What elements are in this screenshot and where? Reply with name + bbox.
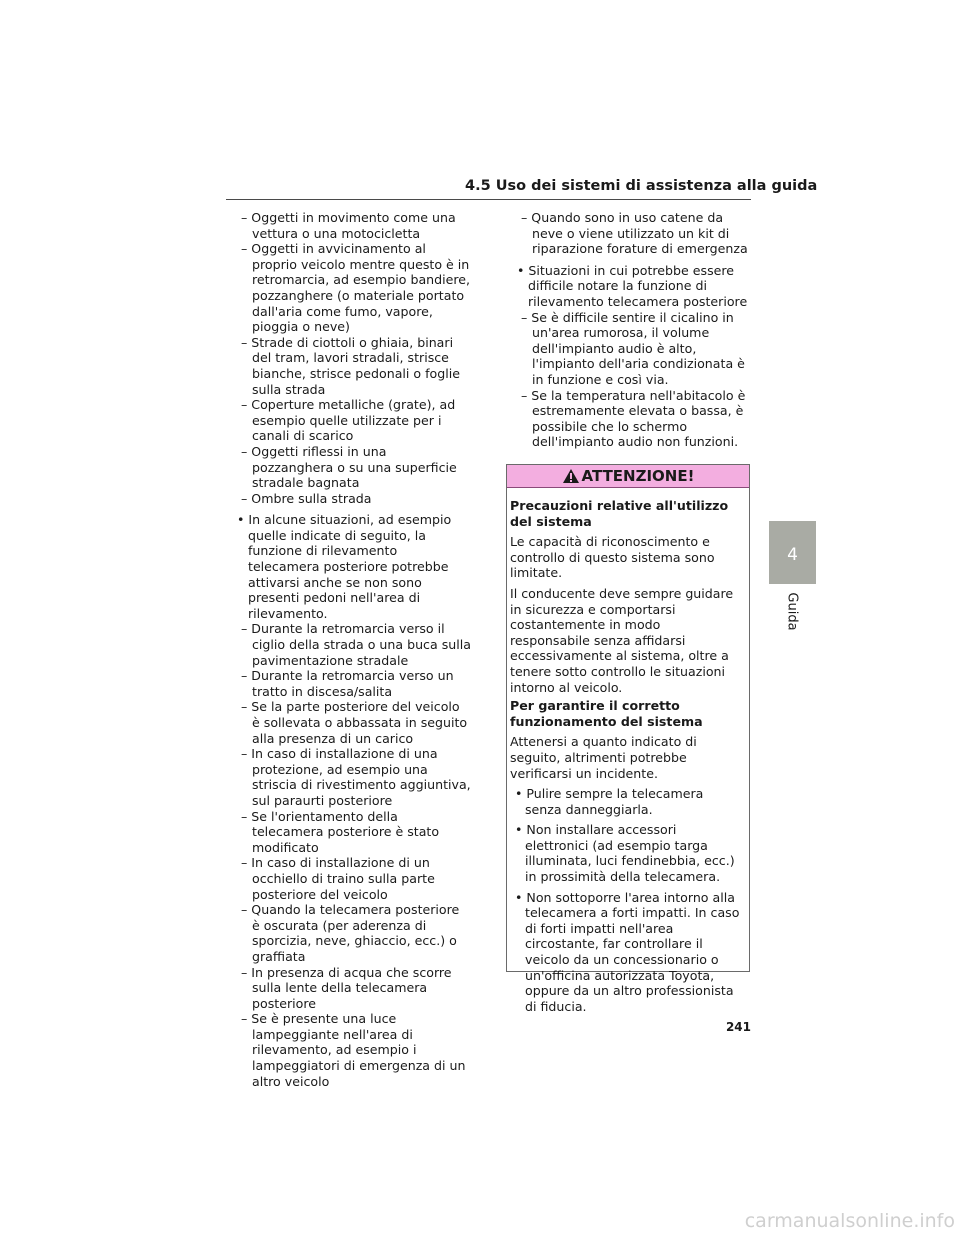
bullet-item: • Pulire sempre la telecamera senza danneggiarla. [515, 786, 704, 817]
dash-item: – Oggetti riflessi in una pozzanghera o su una superficie stradale bagnata [241, 443, 457, 491]
warning-paragraph: Le capacità di riconoscimento e controllo di questo sistema sono limitate. [510, 534, 715, 581]
dash-item: – Se è presente una luce lampeggiante nell'area di rilevamento, ad esempio i lampeggiatori di emergenza di un altro veicolo [241, 1011, 466, 1089]
dash-item: – Se la parte posteriore del veicolo è sollevata o abbassata in seguito alla presenza di un carico [241, 699, 468, 746]
warning-title: ATTENZIONE! [581, 467, 695, 485]
dash-item: – Durante la retromarcia verso un tratto in discesa/salita [241, 668, 454, 699]
right-column [506, 210, 751, 450]
dash-item: – In presenza di acqua che scorre sulla lente della telecamera posteriore [241, 964, 452, 1011]
header-divider [226, 199, 751, 200]
chapter-number: 4 [787, 545, 798, 565]
warning-paragraph: Il conducente deve sempre guidare in sicurezza e comportarsi costantemente in modo responsabile senza affidarsi eccessivamente al sistema, oltre a tenere sotto controllo le situazioni intorno al veicolo. [510, 585, 734, 695]
dash-item: – Durante la retromarcia verso il ciglio della strada o una buca sulla pavimentazione stradale [241, 621, 471, 668]
dash-item: – Coperture metalliche (grate), ad esempio quelle utilizzate per i canali di scarico [241, 397, 456, 444]
bullet-item: • Non installare accessori elettronici (ad esempio targa illuminata, luci fendinebbia, ecc.) in prossimità della telecamera. [515, 822, 735, 885]
dash-item: – Oggetti in avvicinamento al proprio veicolo mentre questo è in retromarcia, ad esempio bandiere, pozzanghere (o materiale portato dall'aria come fumo, vapore, pioggia o neve) [241, 241, 471, 335]
dash-item: – Oggetti in movimento come una vettura o una motocicletta [241, 210, 456, 241]
warning-paragraph: Attenersi a quanto indicato di seguito, altrimenti potrebbe verificarsi un incidente. [510, 734, 697, 781]
bullet-item: • Situazioni in cui potrebbe essere difficile notare la funzione di rilevamento telecamera posteriore [517, 262, 748, 309]
dash-item: – In caso di installazione di un occhiello di traino sulla parte posteriore del veicolo [241, 855, 435, 902]
warning-box [506, 464, 750, 1014]
watermark: carmanualsonline.info [744, 1210, 955, 1232]
dash-item: – In caso di installazione di una protezione, ad esempio una striscia di rivestimento aggiuntiva, sul paraurti posteriore [241, 746, 471, 808]
page-number: 241 [725, 1020, 751, 1034]
dash-item: – Strade di ciottoli o ghiaia, binari del tram, lavori stradali, strisce bianche, strisce pedonali o foglie sulla strada [241, 334, 460, 397]
chapter-label-text: Guida [784, 592, 800, 631]
chapter-label [784, 592, 800, 632]
dash-item: – Quando sono in uso catene da neve o viene utilizzato un kit di riparazione forature di emergenza [521, 210, 748, 257]
dash-item: – Se è difficile sentire il cicalino in un'area rumorosa, il volume dell'impianto audio è alto, l'impianto dell'aria condizionata è in funzione e così via. [521, 309, 745, 387]
dash-item: – Ombre sulla strada [241, 490, 372, 506]
warning-heading: Per garantire il corretto funzionamento del sistema [510, 698, 703, 729]
dash-item: – Quando la telecamera posteriore è oscurata (per aderenza di sporcizia, neve, ghiaccio, ecc.) o graffiata [241, 902, 460, 964]
warning-header [507, 465, 749, 488]
section-header: 4.5 Uso dei sistemi di assistenza alla guida [465, 178, 818, 194]
dash-item: – Se l'orientamento della telecamera posteriore è stato modificato [241, 808, 440, 855]
dash-item: – Se la temperatura nell'abitacolo è estremamente elevata o bassa, è possibile che lo schermo dell'impianto audio non funzioni. [521, 387, 746, 450]
bullet-item: • In alcune situazioni, ad esempio quelle indicate di seguito, la funzione di rilevamento telecamera posteriore potrebbe attivarsi anche se non sono presenti pedoni nell'area di rilevamento. [237, 512, 452, 621]
warning-body [507, 488, 749, 1014]
bullet-item: • Non sottoporre l'area intorno alla telecamera a forti impatti. In caso di forti impatti nell'area circostante, far controllare il veicolo da un concessionario o un'officina autorizzata Toyota, oppure da un altro professionista di fiducia. [515, 889, 740, 1014]
warning-heading: Precauzioni relative all'utilizzo del sistema [510, 498, 729, 529]
warning-triangle-icon [562, 468, 580, 484]
left-column [226, 210, 471, 1089]
